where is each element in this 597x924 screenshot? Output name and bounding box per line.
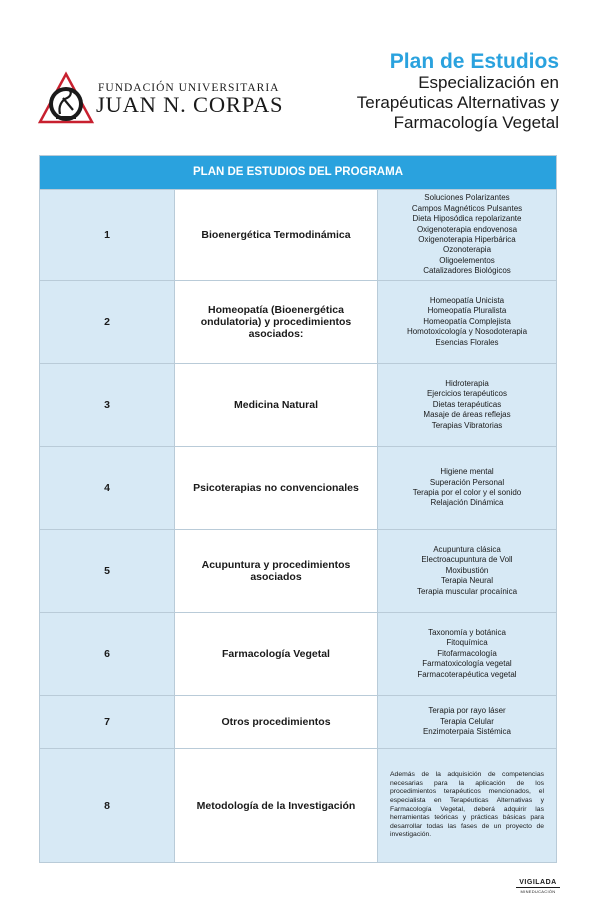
topic-item: Taxonomía y botánica	[428, 627, 506, 637]
row-number: 7	[40, 696, 174, 748]
course-name: Psicoterapias no convencionales	[174, 447, 378, 529]
topic-item: Homeopatía Unicista	[429, 295, 505, 305]
course-topics	[378, 749, 556, 862]
topic-item: Farmacoterapéutica vegetal	[417, 669, 517, 679]
program-subtitle-line: Terapéuticas Alternativas y	[356, 93, 559, 112]
table-row	[40, 363, 556, 446]
table-row	[40, 695, 556, 748]
topic-item: Terapia por rayo láser	[428, 706, 506, 716]
topic-item: Campos Magnéticos Pulsantes	[411, 203, 523, 213]
page-title: Plan de Estudios	[389, 50, 559, 73]
topic-item: Dieta Hiposódica repolarizante	[412, 214, 522, 224]
topic-item: Fitoquímica	[446, 638, 488, 648]
row-number: 2	[40, 281, 174, 363]
course-topics	[378, 530, 556, 612]
table-row	[40, 612, 556, 695]
institution-name: JUAN N. CORPAS	[96, 92, 284, 117]
study-plan-table	[39, 155, 557, 863]
row-number: 8	[40, 749, 174, 862]
topic-item: Acupuntura clásica	[433, 544, 501, 554]
course-topics	[378, 696, 556, 748]
institution-small-text: FUNDACIÓN UNIVERSITARIA	[98, 82, 280, 94]
table-row	[40, 529, 556, 612]
row-number: 4	[40, 447, 174, 529]
row-number: 5	[40, 530, 174, 612]
program-subtitle-line: Especialización en	[418, 73, 559, 92]
topic-item: Superación Personal	[429, 477, 505, 487]
topic-item: Oxigenoterapia Hiperbárica	[418, 235, 516, 244]
topic-item: Terapia muscular procaínica	[416, 586, 518, 596]
topic-item: Electroacupuntura de Voll	[421, 555, 513, 565]
topic-item: Soluciones Polarizantes	[424, 193, 510, 203]
course-name: Acupuntura y procedimientos asociados	[174, 530, 378, 612]
topic-item: Terapia por el color y el sonido	[412, 488, 522, 497]
row-number: 6	[40, 613, 174, 695]
topic-item: Ozonoterapia	[442, 245, 492, 255]
topic-item: Hidroterapia	[445, 378, 489, 388]
vigilada-seal	[516, 879, 560, 894]
topic-item: Higiene mental	[440, 467, 494, 477]
table-row	[40, 189, 556, 280]
row-number: 3	[40, 364, 174, 446]
program-title-block	[357, 50, 559, 133]
table-row	[40, 748, 556, 862]
topic-item: Masaje de áreas reflejas	[423, 410, 511, 420]
topic-item: Ejercicios terapéuticos	[426, 389, 508, 399]
topic-item: Fitofarmacología	[437, 648, 497, 658]
vigilada-label: VIGILADA	[519, 879, 557, 886]
table-row	[40, 446, 556, 529]
topic-item: Terapia Neural	[440, 576, 494, 586]
topic-item: Terapias Vibratorias	[431, 420, 503, 430]
course-topics	[378, 281, 556, 363]
topic-item: Relajación Dinámica	[430, 498, 504, 508]
topic-item: Catalizadores Biológicos	[423, 266, 511, 276]
topic-item: Moxibustión	[445, 565, 489, 575]
vigilada-sublabel: MINEDUCACIÓN	[520, 889, 556, 894]
course-topics	[378, 364, 556, 446]
course-name: Homeopatía (Bioenergética ondulatoria) y procedimientos asociados:	[174, 281, 378, 363]
corpas-emblem-icon	[36, 70, 96, 130]
course-name: Otros procedimientos	[174, 696, 378, 748]
topic-item: Enzimoterpaia Sistémica	[422, 727, 512, 737]
table-row	[40, 280, 556, 363]
topic-item: Dietas terapéuticas	[432, 399, 502, 409]
course-topics	[378, 190, 556, 280]
topic-item: Oligoelementos	[439, 255, 495, 265]
table-body	[40, 189, 556, 862]
topic-item: Farmatoxicología vegetal	[422, 659, 512, 669]
course-name: Medicina Natural	[174, 364, 378, 446]
course-name: Farmacología Vegetal	[174, 613, 378, 695]
course-name: Metodología de la Investigación	[174, 749, 378, 862]
vigilada-divider	[516, 887, 560, 888]
topic-item: Esencias Florales	[435, 337, 499, 347]
course-description: Además de la adquisición de competencias necesarias para la aplicación de los procedimientos terapéuticos mencionados, el especialista en Terapéuticas Alternativas y Farmacología Vegetal, deberá adquirir las herramientas teóricas y prácticas básicas para desarrollar todas las fases de un proyecto de investigación.	[390, 771, 544, 839]
topic-item: Oxigenoterapia endovenosa	[416, 224, 518, 234]
course-topics	[378, 447, 556, 529]
topic-item: Homeopatía Complejista	[423, 316, 511, 326]
topic-item: Homeopatía Pluralista	[427, 306, 507, 316]
program-subtitle-line: Farmacología Vegetal	[393, 113, 559, 132]
course-name: Bioenergética Termodinámica	[174, 190, 378, 280]
row-number: 1	[40, 190, 174, 280]
course-topics	[378, 613, 556, 695]
institution-logo	[36, 70, 286, 130]
topic-item: Terapia Celular	[440, 716, 494, 726]
table-heading: PLAN DE ESTUDIOS DEL PROGRAMA	[40, 156, 556, 189]
topic-item: Homotoxicología y Nosodoterapia	[406, 327, 528, 337]
